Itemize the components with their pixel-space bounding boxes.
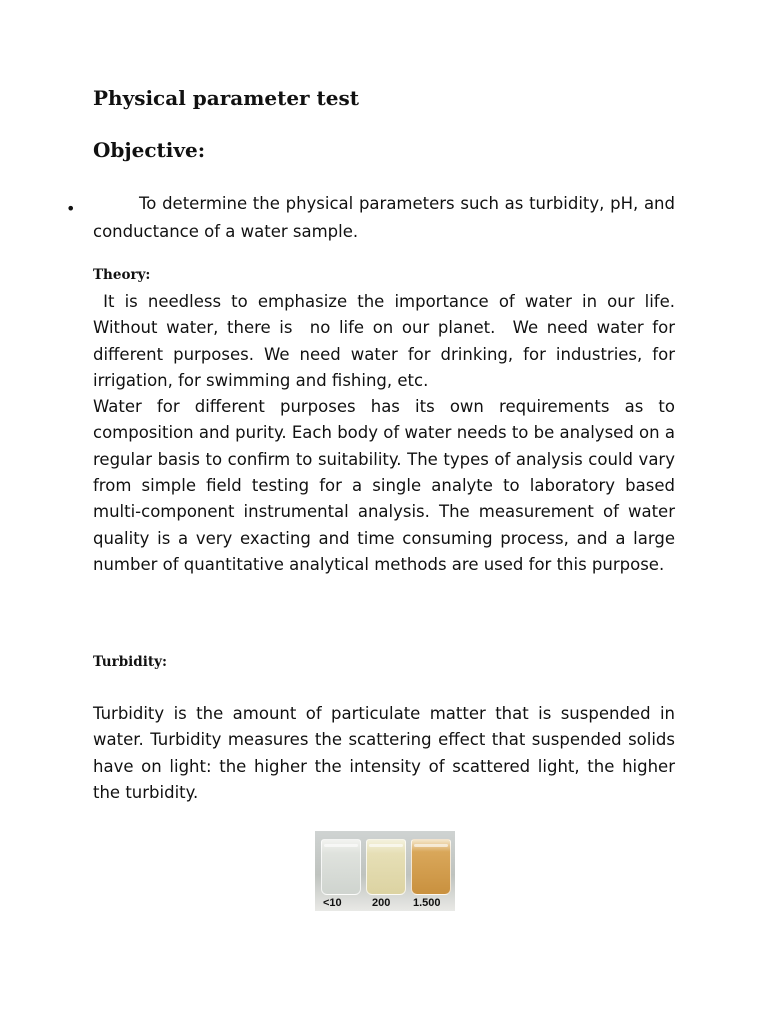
- bullet-icon: •: [66, 199, 76, 218]
- theory-heading: Theory:: [93, 267, 151, 283]
- theory-paragraph-2: Water for different purposes has its own requirements as to composition and purity. Each body of water needs to be analysed on a regular basis to confirm to suitability. The types of analysis could vary from simple field testing for a single analyte to laboratory based multi-component instrumental analysis. The measurement of water quality is a very exacting and time consuming process, and a large number of quantitative analytical methods are used for this purpose.: [93, 397, 675, 574]
- theory-section: [93, 289, 681, 578]
- beaker-very-turbid: [411, 839, 451, 895]
- objective-heading: Objective:: [93, 138, 206, 162]
- figure-label: 1.500: [413, 897, 441, 909]
- figure-label: 200: [372, 897, 391, 909]
- turbidity-heading: Turbidity:: [93, 654, 167, 670]
- document-title: Physical parameter test: [93, 86, 360, 110]
- beaker-slightly-turbid: [366, 839, 406, 895]
- objective-text: To determine the physical parameters such as turbidity, pH, and conductance of a water sample.: [93, 194, 675, 241]
- beaker-clear: [321, 839, 361, 895]
- figure-label: <10: [323, 897, 342, 909]
- turbidity-paragraph: Turbidity is the amount of particulate matter that is suspended in water. Turbidity measures the scattering effect that suspended solids have on light: the higher the intensity of scattered light, the higher the turbidity.: [93, 704, 675, 802]
- turbidity-beakers-image: [315, 831, 455, 911]
- theory-paragraph-1: It is needless to emphasize the importance of water in our life. Without water, there is no life on our planet. We need water for different purposes. We need water for drinking, for industries, for irrigation, for swimming and fishing, etc.: [93, 292, 681, 390]
